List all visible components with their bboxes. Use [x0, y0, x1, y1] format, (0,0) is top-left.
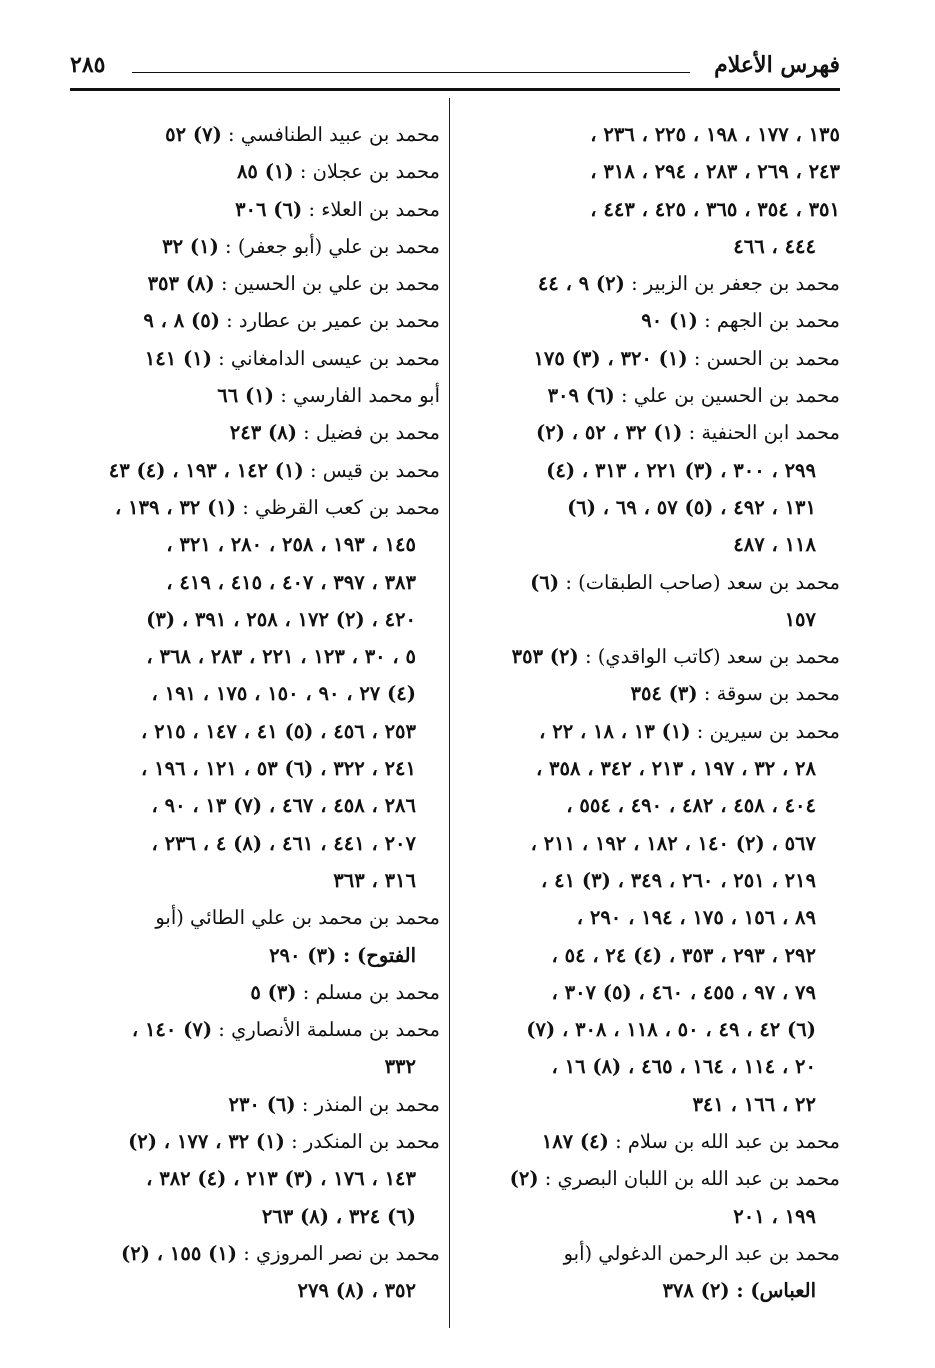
index-entry [70, 452, 440, 489]
index-entry [470, 116, 840, 265]
index-entry [70, 265, 440, 302]
entry-continuation: ٢٩٢ ، ٢٩٣ ، ٣٥٣ ، (٤) ٢٤ ، ٥٤ ، [551, 943, 816, 967]
entry-refs: (١) ٦٦ [217, 384, 274, 408]
entry-continuation: ٢٤٣ ، ٢٦٩ ، ٢٨٣ ، ٢٩٤ ، ٣١٨ ، [590, 160, 840, 184]
index-entry [470, 340, 840, 377]
index-entry [70, 116, 440, 153]
entry-refs: (٦) ٣٠٦ [235, 197, 303, 221]
entry-name: محمد بن عبيد الطنافسي : [228, 123, 440, 146]
entry-name: محمد بن سعد (صاحب الطبقات) : [565, 570, 840, 594]
entry-continuation: العباس) : (٢) ٣٧٨ [662, 1279, 816, 1303]
entry-name: محمد بن سيرين : [696, 719, 840, 743]
entry-continuation: ١٣١ ، ٤٩٢ ، (٥) ٥٧ ، ٦٩ ، (٦) [567, 495, 816, 519]
page-header [70, 46, 840, 90]
entry-name: محمد بن كعب القرظي : [242, 495, 440, 519]
entry-continuation: ٥٦٧ ، (٢) ١٤٠ ، ١٨٢ ، ١٩٢ ، ٢١١ ، [530, 831, 816, 855]
entry-refs: (١) ٣٢ ، ١٧٧ ، (٢) [128, 1130, 285, 1154]
index-title: فهرس الأعلام [714, 52, 840, 78]
index-entry [470, 638, 840, 675]
entry-name: محمد بن قيس : [309, 458, 440, 482]
column-divider [449, 98, 450, 1328]
index-entry [70, 153, 440, 190]
entry-continuation: ١١٨ ، ٤٨٧ [733, 533, 816, 557]
index-entry [70, 1235, 440, 1310]
entry-continuation: ٢٨٦ ، ٤٥٨ ، ٤٦٧ ، (٧) ١٣ ، ٩٠ ، [151, 794, 416, 818]
index-entry [470, 377, 840, 414]
entry-continuation: ٤٢٠ ، (٢) ١٧٢ ، ٢٥٨ ، ٣٩١ ، (٣) [146, 607, 416, 631]
entry-continuation: ١٤٥ ، ١٩٣ ، ٢٥٨ ، ٢٨٠ ، ٣٢١ ، [166, 533, 416, 557]
entry-refs: (١) ٣٢٠ ، (٣) ١٧٥ [533, 346, 688, 370]
entry-name: محمد بن المنكدر : [291, 1130, 440, 1154]
entry-name: محمد بن مسلمة الأنصاري : [218, 1018, 440, 1042]
entry-name: محمد بن الجهم : [704, 309, 840, 333]
entry-continuation: ٣٥٢ ، (٨) ٢٧٩ [297, 1279, 416, 1303]
index-entry [70, 228, 440, 265]
entry-refs: (١) ٨٥ [236, 160, 294, 184]
entry-name: محمد بن المنذر : [301, 1092, 440, 1116]
index-entry [70, 1086, 440, 1123]
entry-continuation: الفتوح) : (٣) ٢٩٠ [269, 943, 416, 967]
entry-refs: (١) ١٤٢ ، ١٩٣ ، (٤) ٤٣ [108, 458, 304, 482]
entry-name: محمد بن عبد الله بن اللبان البصري : [544, 1167, 840, 1191]
entry-name: محمد بن الحسن : [693, 346, 840, 370]
entry-name: محمد بن مسلم : [302, 980, 440, 1004]
entry-refs: (١) ٩٠ [641, 309, 698, 333]
entry-name: محمد بن الحسين بن علي : [620, 384, 840, 408]
entry-continuation: ٤٤٤ ، ٤٦٦ [733, 234, 816, 258]
entry-continuation: ١٩٩ ، ٢٠١ [733, 1204, 816, 1228]
entry-continuation: ٢٩٩ ، ٣٠٠ ، (٣) ٢٢١ ، ٣١٣ ، (٤) [546, 458, 816, 482]
entry-refs: (٥) ٨ ، ٩ [143, 309, 220, 333]
entry-refs: (١) ٣٢ ، ٥٢ ، (٢) [536, 421, 683, 445]
index-entry [470, 414, 840, 563]
entry-continuation: ٣٨٣ ، ٣٩٧ ، ٤٠٧ ، ٤١٥ ، ٤١٩ ، [166, 570, 416, 594]
entry-refs: (٢) ٣٥٣ [511, 645, 579, 669]
entry-name: محمد بن عمير بن عطارد : [226, 309, 440, 333]
entry-refs: (١) ٣٢ [162, 234, 219, 258]
index-entry [70, 899, 440, 974]
index-entry [470, 1235, 840, 1310]
index-entry [70, 414, 440, 451]
entry-continuation: (٦) ٤٢ ، ٤٩ ، ٥٠ ، ١١٨ ، ٣٠٨ ، (٧) [526, 1018, 816, 1042]
entry-name: محمد بن سوقة : [703, 682, 840, 706]
entry-refs: (٧) ٥٢ [165, 123, 222, 146]
entry-name: محمد بن سعد (كاتب الواقدي) : [584, 645, 840, 669]
entry-refs: (٨) ٢٤٣ [229, 421, 297, 445]
index-entry [70, 974, 440, 1011]
entry-name: محمد بن فضيل : [303, 421, 440, 445]
index-entry [470, 1160, 840, 1235]
index-entry [70, 1123, 440, 1235]
index-entry [70, 1011, 440, 1086]
entry-continuation: ٤٠٤ ، ٤٥٨ ، ٤٨٢ ، ٤٩٠ ، ٥٥٤ ، [566, 794, 816, 818]
entry-name: أبو محمد الفارسي : [280, 384, 440, 408]
entry-continuation: ١٣٥ ، ١٧٧ ، ١٩٨ ، ٢٢٥ ، ٢٣٦ ، [590, 123, 840, 146]
entry-name: محمد بن علي بن الحسين : [220, 272, 440, 296]
index-entry [70, 340, 440, 377]
index-entry [70, 302, 440, 339]
entry-name: محمد بن محمد بن علي الطائي (أبو [155, 906, 440, 930]
entry-continuation: ٥ ، ٣٠ ، ١٢٣ ، ٢٢١ ، ٢٨٣ ، ٣٦٨ ، [146, 645, 416, 669]
entry-refs: (٣) ٣٥٤ [630, 682, 698, 706]
entry-refs: (٢) ٩ ، ٤٤ [537, 272, 625, 296]
left-column [70, 116, 440, 1310]
entry-continuation: ٧٩ ، ٩٧ ، ٤٥٥ ، ٤٦٠ ، (٥) ٣٠٧ ، [551, 980, 816, 1004]
header-underline [70, 88, 840, 91]
entry-name: محمد بن عبد الرحمن الدغولي (أبو [563, 1241, 840, 1265]
entry-refs: (١) ١٣ ، ١٨ ، ٢٢ ، [539, 719, 691, 743]
index-entry [470, 713, 840, 1123]
entry-continuation: ٢٠٧ ، ٤٤١ ، ٤٦١ ، (٨) ٤ ، ٢٣٦ ، [151, 831, 416, 855]
right-column [470, 116, 840, 1310]
entry-name: محمد بن نصر المروزي : [243, 1241, 440, 1265]
entry-continuation: ٢١٩ ، ٢٥١ ، ٢٦٠ ، ٣٤٩ ، (٣) ٤١ ، [541, 868, 816, 892]
entry-continuation: ٢٤١ ، ٣٢٢ ، (٦) ٥٣ ، ١٢١ ، ١٩٦ ، [141, 757, 416, 781]
entry-refs: (٦) [530, 570, 560, 594]
entry-refs: (٨) ٣٥٣ [147, 272, 215, 296]
index-entry [70, 191, 440, 228]
entry-name: محمد بن علي (أبو جعفر) : [225, 234, 440, 258]
header-rule [132, 72, 690, 73]
entry-continuation: ٣١٦ ، ٣٦٣ [333, 868, 416, 892]
entry-refs: (١) ٣٢ ، ١٣٩ ، [114, 495, 237, 519]
entry-refs: (٧) ١٤٠ ، [131, 1018, 213, 1042]
entry-name: محمد بن عيسى الدامغاني : [218, 346, 440, 370]
entry-continuation: ٢٢ ، ١٦٦ ، ٣٤١ [692, 1092, 816, 1116]
entry-continuation: ٣٥١ ، ٣٥٤ ، ٣٦٥ ، ٤٢٥ ، ٤٤٣ ، [590, 197, 840, 221]
entry-continuation: ٨٩ ، ١٥٦ ، ١٧٥ ، ١٩٤ ، ٢٩٠ ، [576, 906, 816, 930]
entry-refs: (٢) [509, 1167, 539, 1191]
entry-name: محمد ابن الحنفية : [688, 421, 840, 445]
index-entry [470, 1123, 840, 1160]
entry-name: محمد بن العلاء : [308, 197, 440, 221]
entry-name: محمد بن عجلان : [299, 160, 440, 184]
index-entry [470, 302, 840, 339]
entry-refs: (١) ١٥٥ ، (٢) [121, 1241, 238, 1265]
index-entry [470, 265, 840, 302]
entry-name: محمد بن جعفر بن الزبير : [631, 272, 840, 296]
entry-refs: (٤) ١٨٧ [541, 1130, 609, 1154]
entry-continuation: ٢٨ ، ٣٢ ، ١٩٧ ، ٢١٣ ، ٣٤٢ ، ٣٥٨ ، [535, 757, 816, 781]
entry-name: محمد بن عبد الله بن سلام : [615, 1130, 840, 1154]
index-entry [470, 564, 840, 639]
entry-continuation: ١٥٧ [784, 607, 816, 631]
entry-continuation: ٣٣٢ [384, 1055, 416, 1079]
index-entry [470, 675, 840, 712]
entry-refs: (٣) ٥ [250, 980, 297, 1004]
page-number: ٢٨٥ [70, 52, 106, 78]
entry-continuation: (٤) ٢٧ ، ٩٠ ، ١٥٠ ، ١٧٥ ، ١٩١ ، [151, 682, 416, 706]
entry-continuation: ٢٥٣ ، ٤٥٦ ، (٥) ٤١ ، ١٤٧ ، ٢١٥ ، [141, 719, 416, 743]
entry-refs: (٦) ٢٣٠ [228, 1092, 296, 1116]
entry-refs: (١) ١٤١ [144, 346, 212, 370]
entry-continuation: (٦) ٣٢٤ ، (٨) ٢٦٣ [261, 1204, 416, 1228]
entry-continuation: ١٤٣ ، ١٧٦ ، (٣) ٢١٣ ، (٤) ٣٨٢ ، [146, 1167, 416, 1191]
entry-refs: (٦) ٣٠٩ [547, 384, 615, 408]
index-entry [70, 489, 440, 899]
index-entry [70, 377, 440, 414]
entry-continuation: ٢٠ ، ١١٤ ، ١٦٤ ، ٤٦٥ ، (٨) ١٦ ، [551, 1055, 816, 1079]
